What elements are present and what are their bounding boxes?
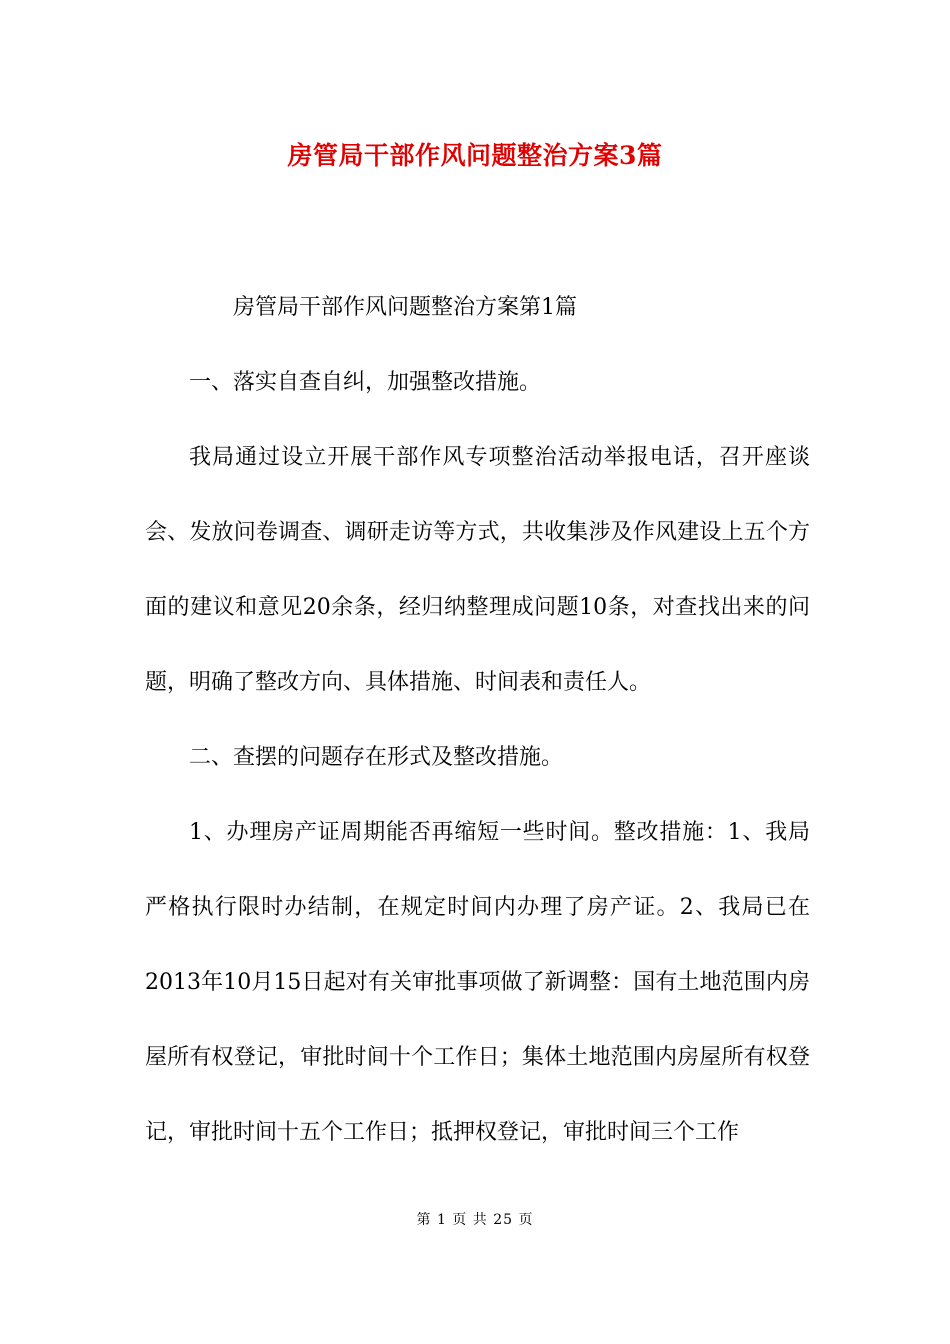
- paragraph-3: 二、查摆的问题存在形式及整改措施。: [189, 745, 564, 770]
- paragraph-4: 1、办理房产证周期能否再缩短一些时间。整改措施：1、我局严格执行限时办结制，在规定时间内办理了房产证。2、我局已在2013年10月15日起对有关审批事项做了新调整：国有土地范围内房屋所有权登记，审批时间十个工作日；集体土地范围内房屋所有权登记，审批时间十五个工作日；抵押权登记，审批时间三个工作: [145, 820, 810, 1145]
- document-body: [145, 270, 810, 1170]
- paragraph-1: 一、落实自查自纠，加强整改措施。: [189, 370, 542, 395]
- document-title: 房管局干部作风问题整治方案3篇: [287, 141, 663, 170]
- page-number-footer: 第 1 页 共 25 页: [416, 1212, 534, 1228]
- section-title: 房管局干部作风问题整治方案第1篇: [233, 295, 577, 320]
- paragraph-2: 我局通过设立开展干部作风专项整治活动举报电话，召开座谈会、发放问卷调查、调研走访等方式，共收集涉及作风建设上五个方面的建议和意见20余条，经归纳整理成问题10条，对查找出来的问题，明确了整改方向、具体措施、时间表和责任人。: [145, 445, 810, 695]
